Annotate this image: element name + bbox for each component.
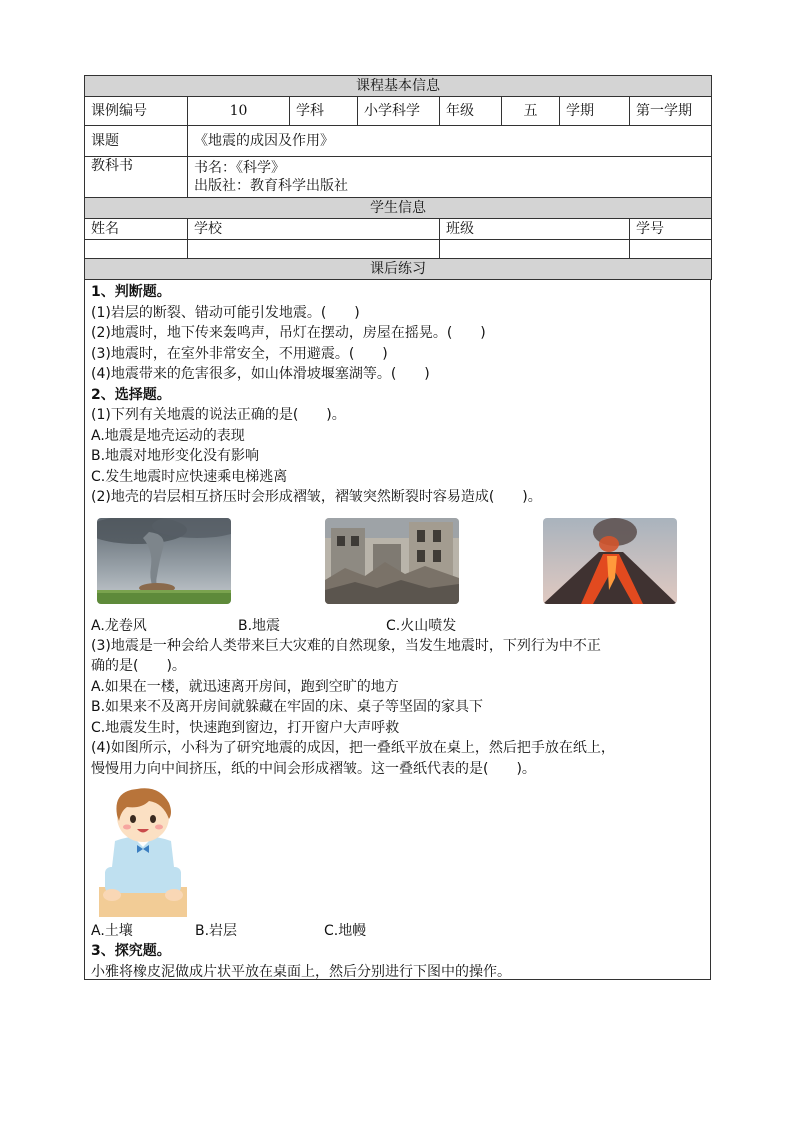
grade-label: 年级 [440, 97, 502, 126]
choice-1-option-a: A.地震是地壳运动的表现 [91, 427, 245, 444]
subject-label: 学科 [290, 97, 358, 126]
worksheet [84, 75, 711, 980]
earthquake-image [325, 518, 459, 604]
course-info-header: 课程基本信息 [85, 76, 712, 97]
choice-4-options [91, 921, 704, 941]
choice-question-3-line2: 确的是( )。 [91, 658, 186, 674]
tf-question-3: (3)地震时，在室外非常安全，不用避震。( ) [91, 345, 388, 362]
choice-question-4-line1: (4)如图所示，小科为了研究地震的成因，把一叠纸平放在桌上，然后把手放在纸上， [91, 740, 615, 756]
choice-question-3-line1: (3)地震是一种会给人类带来巨大灾难的自然现象，当发生地震时，下列行为中不正 [91, 637, 601, 654]
student-info-header: 学生信息 [85, 198, 712, 219]
choice-2-option-a: A.龙卷风 [91, 617, 147, 634]
topic-label: 课题 [85, 126, 188, 157]
exercise-header: 课后练习 [85, 259, 712, 280]
course-info-table [84, 75, 712, 280]
choice-2-option-b: B.地震 [238, 617, 281, 634]
term-label: 学期 [560, 97, 630, 126]
name-field[interactable] [85, 240, 188, 259]
tf-question-2: (2)地震时，地下传来轰鸣声，吊灯在摆动，房屋在摇晃。( ) [91, 325, 486, 341]
tf-question-1: (1)岩层的断裂、错动可能引发地震。( ) [91, 304, 360, 321]
student-id-field[interactable] [630, 240, 712, 259]
case-no-label: 课例编号 [85, 97, 188, 126]
choice-2-options [91, 616, 704, 636]
textbook-label: 教科书 [85, 157, 188, 198]
book-name: 书名：《科学》 [194, 160, 285, 176]
choice-4-option-a: A.土壤 [91, 923, 133, 939]
choice-question-1: (1)下列有关地震的说法正确的是( )。 [91, 407, 346, 423]
exercise-body [84, 280, 711, 980]
case-no-value: 10 [188, 97, 290, 126]
book-publisher: 出版社：教育科学出版社 [194, 178, 348, 194]
grade-value: 五 [502, 97, 560, 126]
section-inquiry-title: 3、探究题。 [91, 943, 171, 959]
choice-question-4-line2: 慢慢用力向中间挤压，纸的中间会形成褶皱。这一叠纸代表的是( )。 [91, 760, 536, 777]
choice-1-option-c: C.发生地震时应快速乘电梯逃离 [91, 468, 288, 485]
choice-3-option-a: A.如果在一楼，就迅速离开房间，跑到空旷的地方 [91, 678, 399, 695]
class-label: 班级 [440, 219, 630, 240]
textbook-value [188, 157, 712, 198]
inquiry-text: 小雅将橡皮泥做成片状平放在桌面上，然后分别进行下图中的操作。 [91, 963, 511, 980]
subject-value: 小学科学 [358, 97, 440, 126]
section-true-false-title: 1、判断题。 [91, 284, 171, 300]
school-field[interactable] [188, 240, 440, 259]
choice-question-2: (2)地壳的岩层相互挤压时会形成褶皱，褶皱突然断裂时容易造成( )。 [91, 489, 542, 505]
choice-4-option-b: B.岩层 [195, 923, 238, 939]
choice-3-option-c: C.地震发生时，快速跑到窗边，打开窗户大声呼救 [91, 719, 400, 736]
student-id-label: 学号 [630, 219, 712, 240]
term-value: 第一学期 [630, 97, 712, 126]
boy-pressing-paper-illustration [97, 783, 189, 919]
choice-1-option-b: B.地震对地形变化没有影响 [91, 448, 260, 464]
choice-4-option-c: C.地幔 [324, 923, 367, 939]
disaster-images [91, 514, 704, 614]
choice-3-option-b: B.如果来不及离开房间就躲藏在牢固的床、桌子等坚固的家具下 [91, 699, 484, 715]
name-label: 姓名 [85, 219, 188, 240]
choice-2-option-c: C.火山喷发 [386, 617, 457, 634]
tornado-image [97, 518, 231, 604]
tf-question-4: (4)地震带来的危害很多，如山体滑坡堰塞湖等。( ) [91, 366, 430, 382]
school-label: 学校 [188, 219, 440, 240]
class-field[interactable] [440, 240, 630, 259]
volcano-image [543, 518, 677, 604]
topic-value: 《地震的成因及作用》 [188, 126, 712, 157]
section-choice-title: 2、选择题。 [91, 386, 171, 403]
